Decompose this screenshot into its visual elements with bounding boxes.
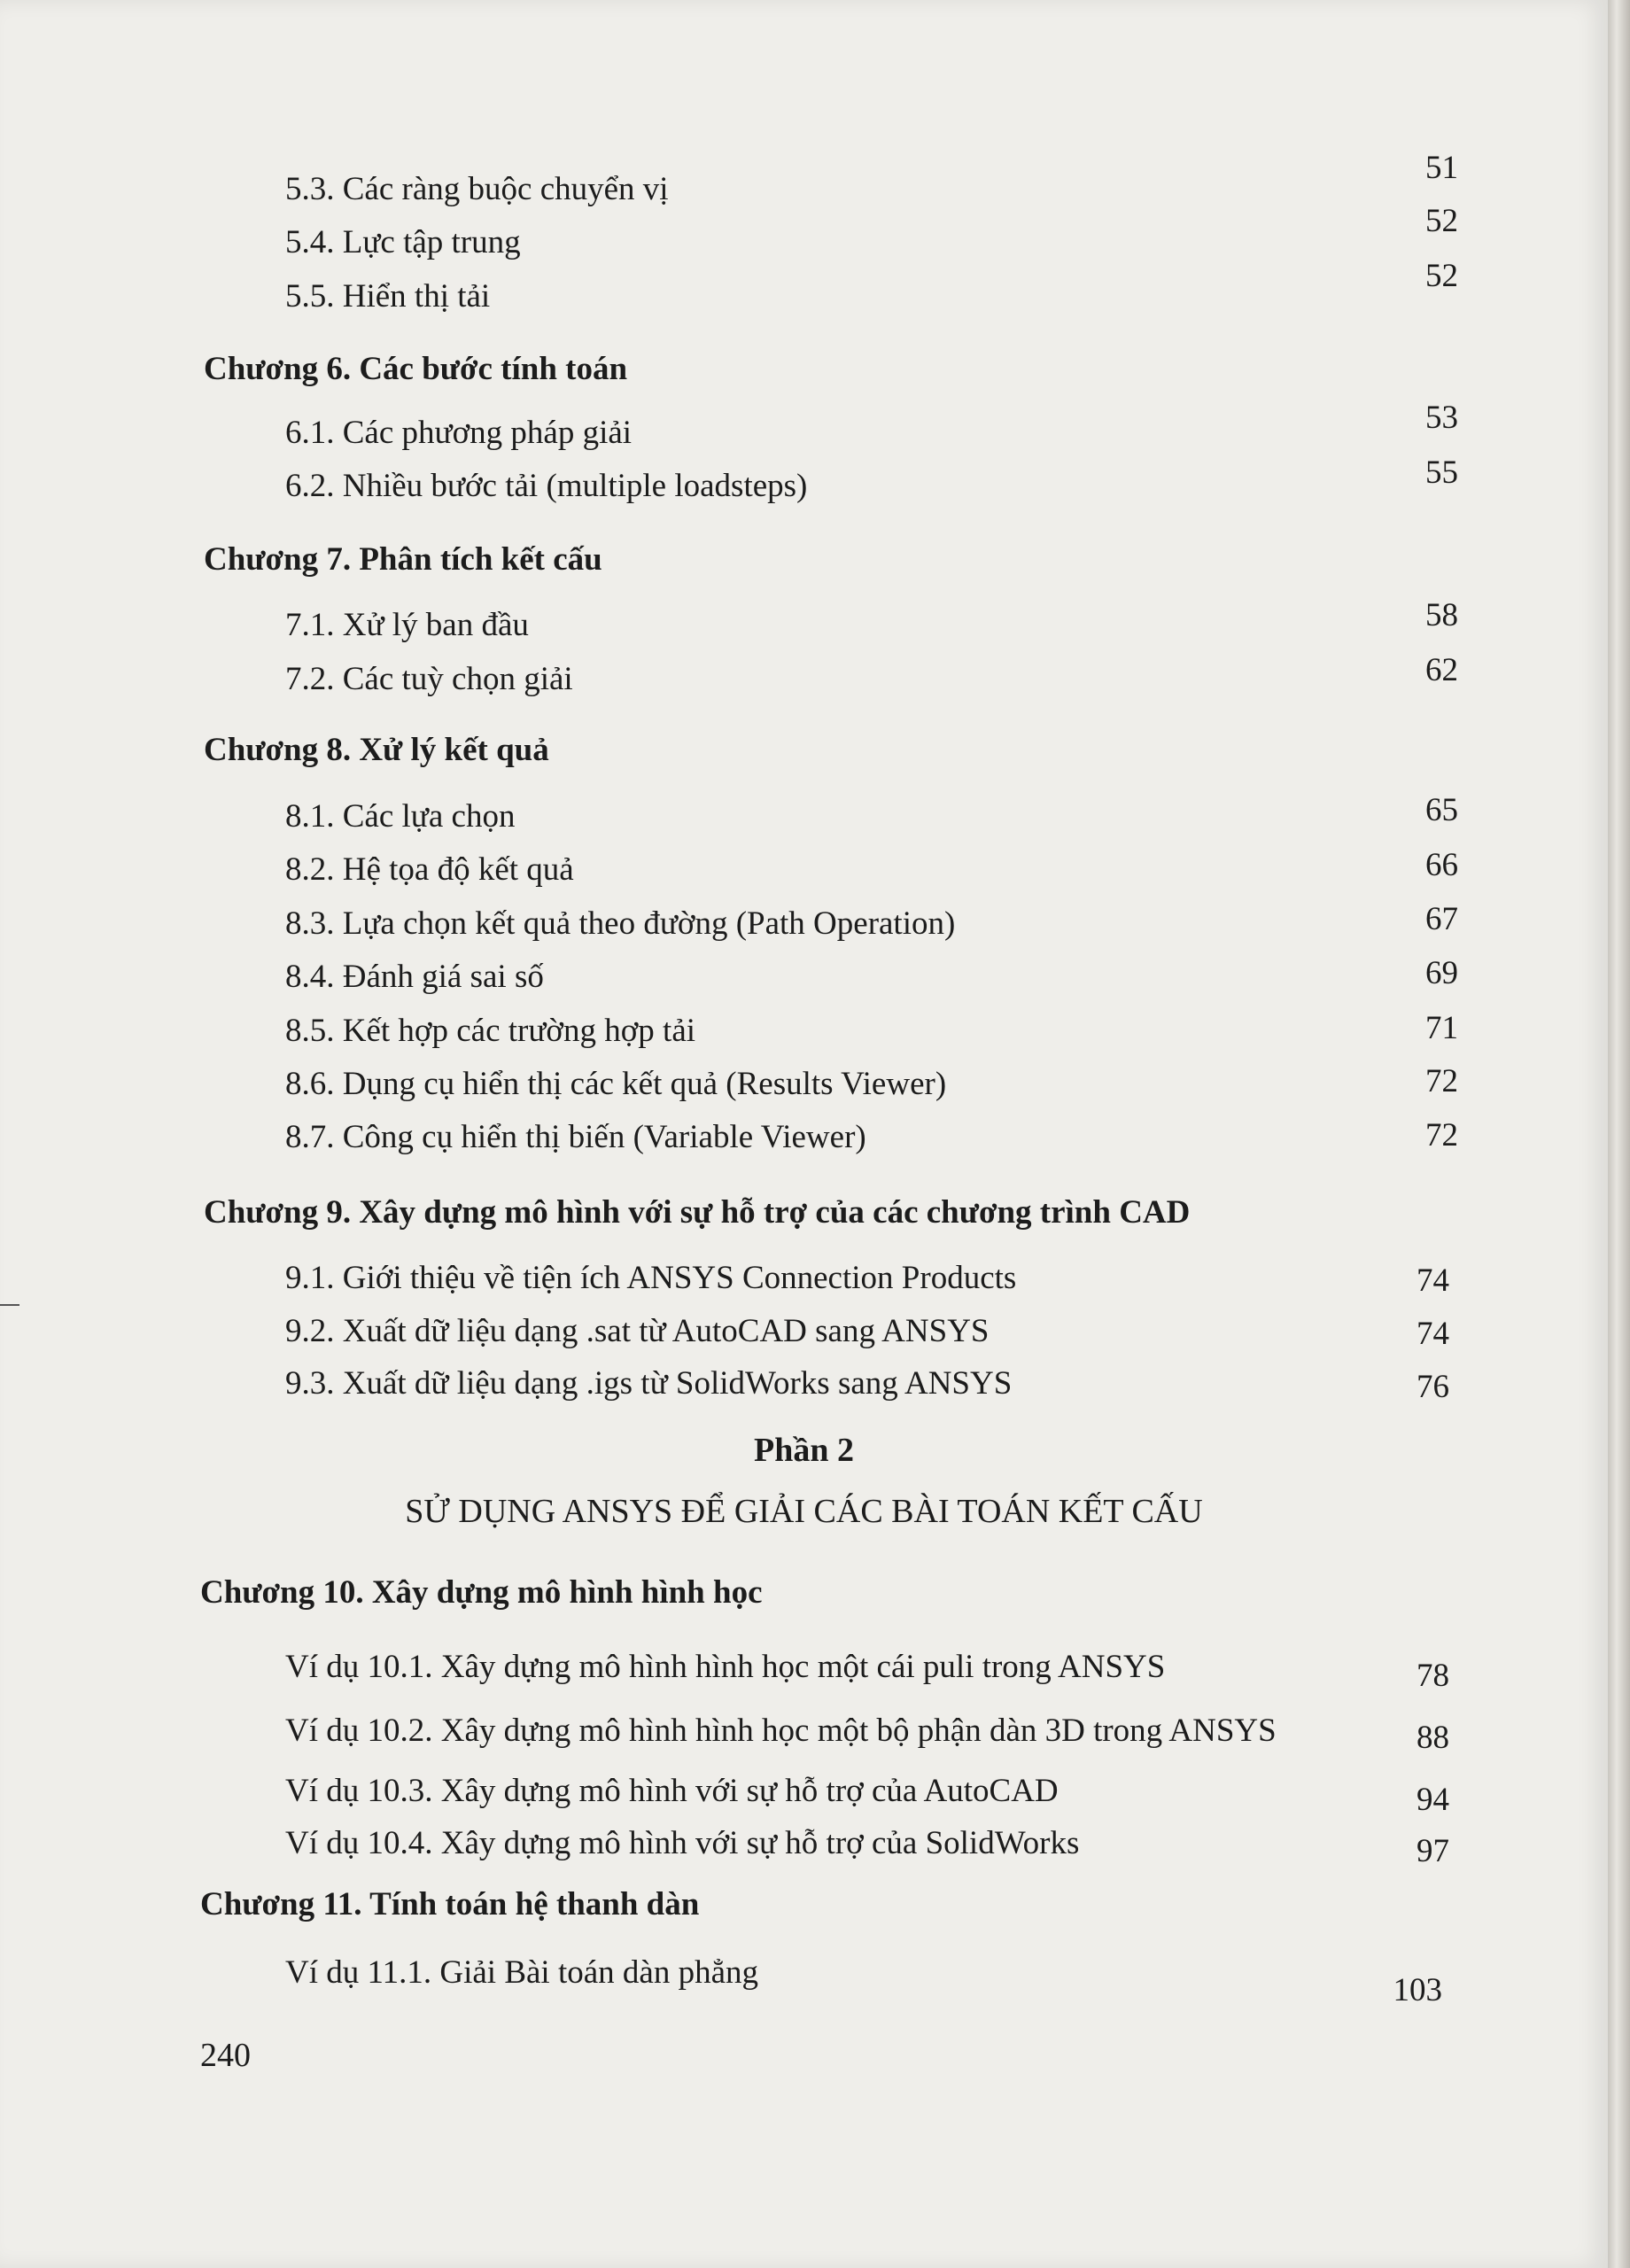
toc-page-5-3: 51 [1425, 150, 1458, 186]
toc-entry-6-1: 6.1. Các phương pháp giải [285, 415, 633, 451]
toc-entry-8-4: 8.4. Đánh giá sai số [285, 959, 544, 995]
toc-entry-8-6: 8.6. Dụng cụ hiển thị các kết quả (Results Viewer) [285, 1066, 947, 1102]
toc-chapter-6: Chương 6. Các bước tính toán [204, 351, 628, 387]
toc-page-8-6: 72 [1425, 1063, 1458, 1099]
toc-chapter-8: Chương 8. Xử lý kết quả [204, 732, 549, 768]
toc-page-7-1: 58 [1425, 597, 1458, 633]
part-2-subtitle: SỬ DỤNG ANSYS ĐỂ GIẢI CÁC BÀI TOÁN KẾT CẤU [405, 1493, 1203, 1530]
toc-chapter-9: Chương 9. Xây dựng mô hình với sự hỗ trợ của các chương trình CAD [204, 1194, 1191, 1231]
toc-page-6-2: 55 [1425, 454, 1458, 491]
toc-example-10-4: Ví dụ 10.4. Xây dựng mô hình với sự hỗ trợ của SolidWorks [285, 1825, 1080, 1861]
toc-entry-9-2: 9.2. Xuất dữ liệu dạng .sat từ AutoCAD sang ANSYS [285, 1313, 990, 1349]
toc-entry-8-7: 8.7. Công cụ hiển thị biến (Variable Viewer) [285, 1119, 866, 1155]
toc-entry-7-1: 7.1. Xử lý ban đầu [285, 607, 529, 643]
toc-page-7-2: 62 [1425, 652, 1458, 688]
toc-page-8-7: 72 [1425, 1117, 1458, 1153]
toc-page-10-3: 94 [1417, 1782, 1449, 1818]
toc-entry-5-3: 5.3. Các ràng buộc chuyển vị [285, 171, 669, 207]
toc-entry-7-2: 7.2. Các tuỳ chọn giải [285, 661, 573, 697]
toc-page-8-5: 71 [1425, 1010, 1458, 1046]
toc-chapter-7: Chương 7. Phân tích kết cấu [204, 541, 602, 578]
toc-page-9-1: 74 [1417, 1262, 1449, 1299]
toc-page-11-1: 103 [1393, 1972, 1442, 2008]
book-edge [1608, 0, 1630, 2268]
toc-example-10-1: Ví dụ 10.1. Xây dựng mô hình hình học một cái puli trong ANSYS [285, 1649, 1166, 1685]
toc-page-8-4: 69 [1425, 955, 1458, 991]
toc-page-9-2: 74 [1417, 1316, 1449, 1352]
toc-page-10-2: 88 [1417, 1720, 1449, 1756]
toc-page-9-3: 76 [1417, 1369, 1449, 1405]
toc-example-10-2: Ví dụ 10.2. Xây dựng mô hình hình học một bộ phận dàn 3D trong ANSYS [285, 1713, 1277, 1749]
toc-entry-6-2: 6.2. Nhiều bước tải (multiple loadsteps) [285, 468, 808, 504]
toc-page-8-3: 67 [1425, 901, 1458, 937]
toc-entry-8-1: 8.1. Các lựa chọn [285, 798, 516, 835]
toc-entry-5-5: 5.5. Hiển thị tải [285, 278, 491, 315]
toc-page-10-4: 97 [1417, 1833, 1449, 1869]
toc-entry-8-2: 8.2. Hệ tọa độ kết quả [285, 851, 574, 888]
toc-page-8-1: 65 [1425, 792, 1458, 828]
toc-page-8-2: 66 [1425, 847, 1458, 883]
toc-entry-9-1: 9.1. Giới thiệu về tiện ích ANSYS Connection Products [285, 1260, 1017, 1296]
toc-example-10-3: Ví dụ 10.3. Xây dựng mô hình với sự hỗ trợ của AutoCAD [285, 1773, 1059, 1809]
toc-entry-8-3: 8.3. Lựa chọn kết quả theo đường (Path Operation) [285, 905, 956, 942]
toc-chapter-11: Chương 11. Tính toán hệ thanh dàn [200, 1886, 700, 1922]
page-number: 240 [200, 2037, 251, 2074]
toc-entry-5-4: 5.4. Lực tập trung [285, 224, 521, 260]
toc-page-5-5: 52 [1425, 258, 1458, 294]
toc-entry-9-3: 9.3. Xuất dữ liệu dạng .igs từ SolidWorks sang ANSYS [285, 1365, 1013, 1402]
toc-chapter-10: Chương 10. Xây dựng mô hình hình học [200, 1574, 763, 1611]
toc-entry-8-5: 8.5. Kết hợp các trường hợp tải [285, 1013, 696, 1049]
margin-mark [0, 1304, 19, 1306]
part-2-title: Phần 2 [754, 1432, 854, 1469]
toc-page-10-1: 78 [1417, 1658, 1449, 1694]
toc-page-6-1: 53 [1425, 400, 1458, 436]
toc-page-5-4: 52 [1425, 203, 1458, 239]
toc-example-11-1: Ví dụ 11.1. Giải Bài toán dàn phẳng [285, 1954, 759, 1991]
